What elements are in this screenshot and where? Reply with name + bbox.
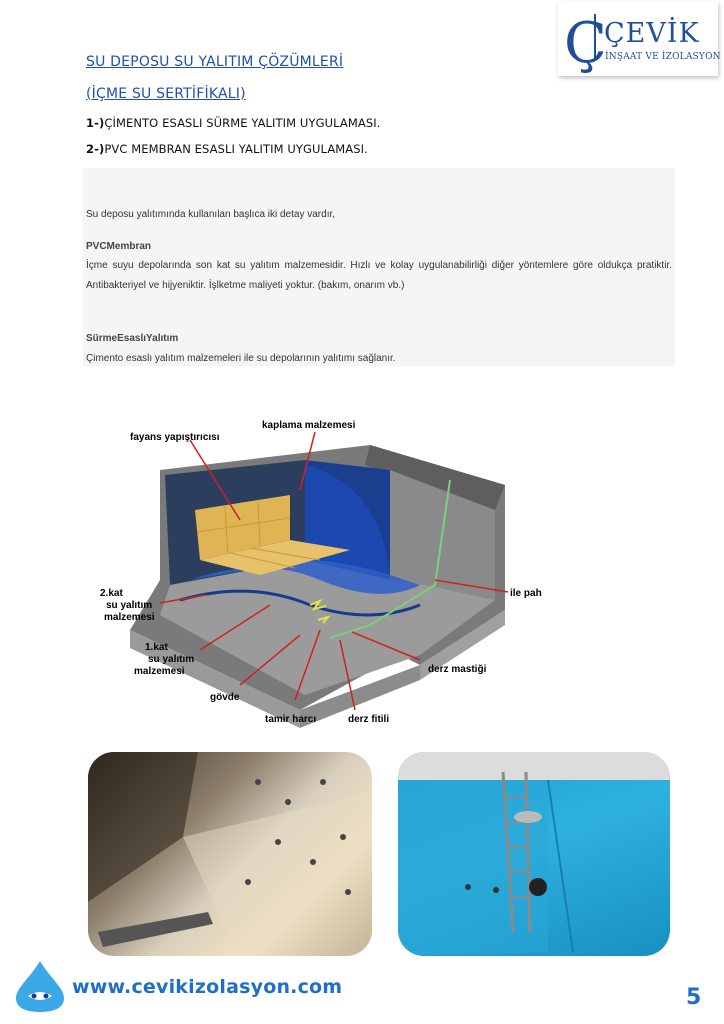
pvc-heading: PVCMembran xyxy=(86,241,152,252)
label-pah: ile pah xyxy=(510,588,542,599)
page-title: SU DEPOSU SU YALITIM ÇÖZÜMLERİ xyxy=(86,54,344,70)
label-fitil: derz fitili xyxy=(348,714,390,725)
logo-name: ÇEVİK xyxy=(604,18,700,49)
photo-cement-tank xyxy=(88,752,372,956)
label-mastik: derz mastiği xyxy=(428,664,487,675)
surme-heading: SürmeEsaslıYalıtım xyxy=(86,333,179,344)
tank-diagram xyxy=(90,410,630,740)
label-kat1-line2: su yalıtım xyxy=(148,654,195,665)
photo-pvc-tank xyxy=(398,752,670,956)
page-subtitle: (İÇME SU SERTİFİKALI) xyxy=(86,86,246,102)
label-kat2-line2: su yalıtım xyxy=(106,600,153,611)
label-kat2-line1: 2.kat xyxy=(100,588,123,599)
label-kaplama: kaplama malzemesi xyxy=(262,420,356,431)
label-kat1-line3: malzemesi xyxy=(134,666,185,677)
page-number: 5 xyxy=(686,985,702,1010)
logo-subtitle: İNŞAAT VE İZOLASYON xyxy=(605,52,721,62)
company-logo xyxy=(558,2,721,76)
footer-website: www.cevikizolasyon.com xyxy=(72,976,343,998)
list-item-number: 2-) xyxy=(86,142,105,156)
list-item-number: 1-) xyxy=(86,116,105,130)
label-kat2-line3: malzemesi xyxy=(104,612,155,623)
water-drop-mascot-icon xyxy=(10,958,70,1014)
intro-text: Su deposu yalıtımında kullanılan başlıca iki detay vardır, xyxy=(86,209,336,220)
surme-text: Çimento esaslı yalıtım malzemeleri ile su depolarının yalıtımı sağlanır. xyxy=(86,353,396,364)
pvc-text: İçme suyu depolarında son kat su yalıtım malzemesidir. Hızlı ve kolay uygulanabilirliği diğer yöntemlere göre oldukça pratiktir. Antibakteriyel ve hijyeniktir. İşlketme maliyeti yoktur. (bakım, onarım vb.) xyxy=(86,260,672,291)
logo-monogram: Ç xyxy=(564,11,607,76)
label-fayans: fayans yapıştırıcısı xyxy=(130,432,220,443)
label-govde: gövde xyxy=(210,692,240,703)
label-tamir: tamir harcı xyxy=(265,714,317,725)
label-kat1-line1: 1.kat xyxy=(145,642,168,653)
list-item-text: ÇİMENTO ESASLI SÜRME YALITIM UYGULAMASI. xyxy=(104,116,381,130)
list-item xyxy=(86,142,368,156)
list-item xyxy=(86,116,380,130)
list-item-text: PVC MEMBRAN ESASLI YALITIM UYGULAMASI. xyxy=(104,142,368,156)
